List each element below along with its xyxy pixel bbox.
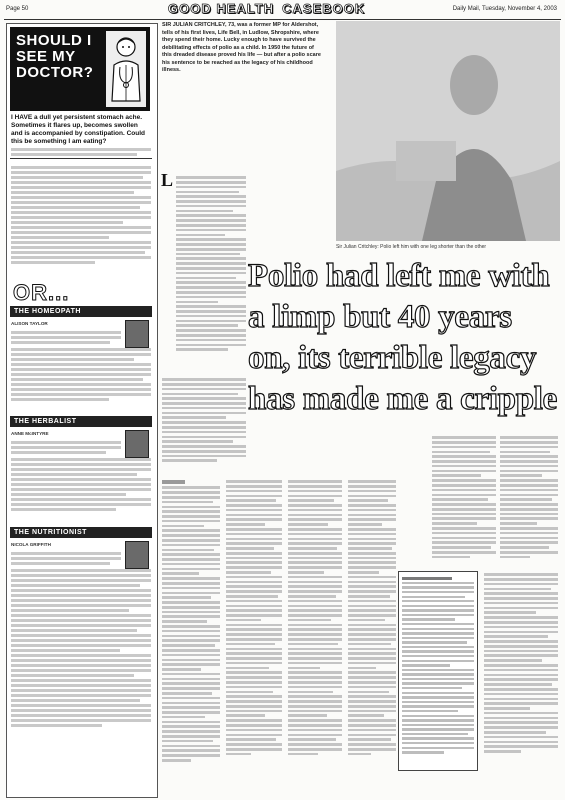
reader-question: I HAVE a dull yet persistent stomach ache. Sometimes it flares up, becomes swollen and is accompanied by constipation. Could this be something I am eating? bbox=[11, 114, 145, 145]
sidebar-title: SHOULD I SEE MY DOCTOR? bbox=[16, 32, 94, 81]
article-column-1-top bbox=[176, 174, 246, 374]
article-headline: Polio had left me with a limp but 40 years on, its terrible legacy has made me a cripple bbox=[248, 258, 558, 417]
header-rule bbox=[4, 19, 561, 20]
nutritionist-name: NICOLA GRIFFITH bbox=[11, 542, 51, 547]
drop-cap: L bbox=[161, 170, 174, 190]
info-factbox bbox=[398, 571, 478, 771]
herbalist-name: ANNE McINTYRE bbox=[11, 431, 49, 436]
homeopath-label: THE HOMEOPATH bbox=[10, 306, 152, 317]
section-title: GOOD HEALTH bbox=[168, 1, 275, 16]
photo-caption: Sir Julian Critchley: Polio left him with one leg shorter than the other bbox=[336, 244, 487, 250]
page-folio: Page 50 bbox=[6, 6, 29, 12]
herbalist-answer-cont bbox=[11, 456, 151, 513]
nutritionist-label: THE NUTRITIONIST bbox=[10, 527, 152, 538]
article-column-5-top bbox=[432, 434, 496, 564]
homeopath-answer-cont bbox=[11, 346, 151, 403]
article-column-1 bbox=[162, 478, 220, 794]
doctor-illustration-icon bbox=[106, 31, 146, 107]
article-column-6-top bbox=[500, 434, 558, 564]
herbalist-answer bbox=[11, 439, 121, 456]
homeopath-portrait bbox=[125, 320, 149, 348]
section-subtitle: CASEBOOK bbox=[282, 1, 366, 16]
advice-sidebar bbox=[6, 23, 158, 798]
or-heading: OR... bbox=[13, 280, 70, 305]
nutritionist-answer-cont bbox=[11, 567, 151, 729]
section-masthead bbox=[168, 1, 365, 16]
homeopath-name: ALISON TAYLOR bbox=[11, 321, 48, 326]
nutritionist-answer bbox=[11, 550, 121, 567]
homeopath-answer bbox=[11, 329, 121, 346]
gp-answer-lines bbox=[11, 164, 151, 266]
article-standfirst: SIR JULIAN CRITCHLEY, 73, was a former MP for Aldershot, tells of his first lives, Life Bell, in Ludlow, Shropshire, where they spend their home. Lucky enough to have survived the debilitating effects of polio as a child. In 1950 the future of this dreaded disease proved his life — but after a polio scare his sentence to be reached as the legacy of his childhood illness. bbox=[162, 22, 321, 73]
herbalist-portrait bbox=[125, 430, 149, 458]
gp-answer-body bbox=[11, 146, 151, 158]
dateline: Daily Mail, Tuesday, November 4, 2003 bbox=[452, 6, 557, 12]
article-column-7 bbox=[484, 571, 558, 771]
article-column-2 bbox=[226, 478, 282, 794]
article-column-1-mid bbox=[162, 376, 246, 472]
portrait-photo-icon bbox=[336, 21, 560, 241]
sidebar-title-box bbox=[10, 27, 150, 111]
article-column-4 bbox=[348, 478, 396, 794]
herbalist-label: THE HERBALIST bbox=[10, 416, 152, 427]
article-photo bbox=[336, 21, 560, 241]
article-column-3 bbox=[288, 478, 342, 794]
nutritionist-portrait bbox=[125, 541, 149, 569]
